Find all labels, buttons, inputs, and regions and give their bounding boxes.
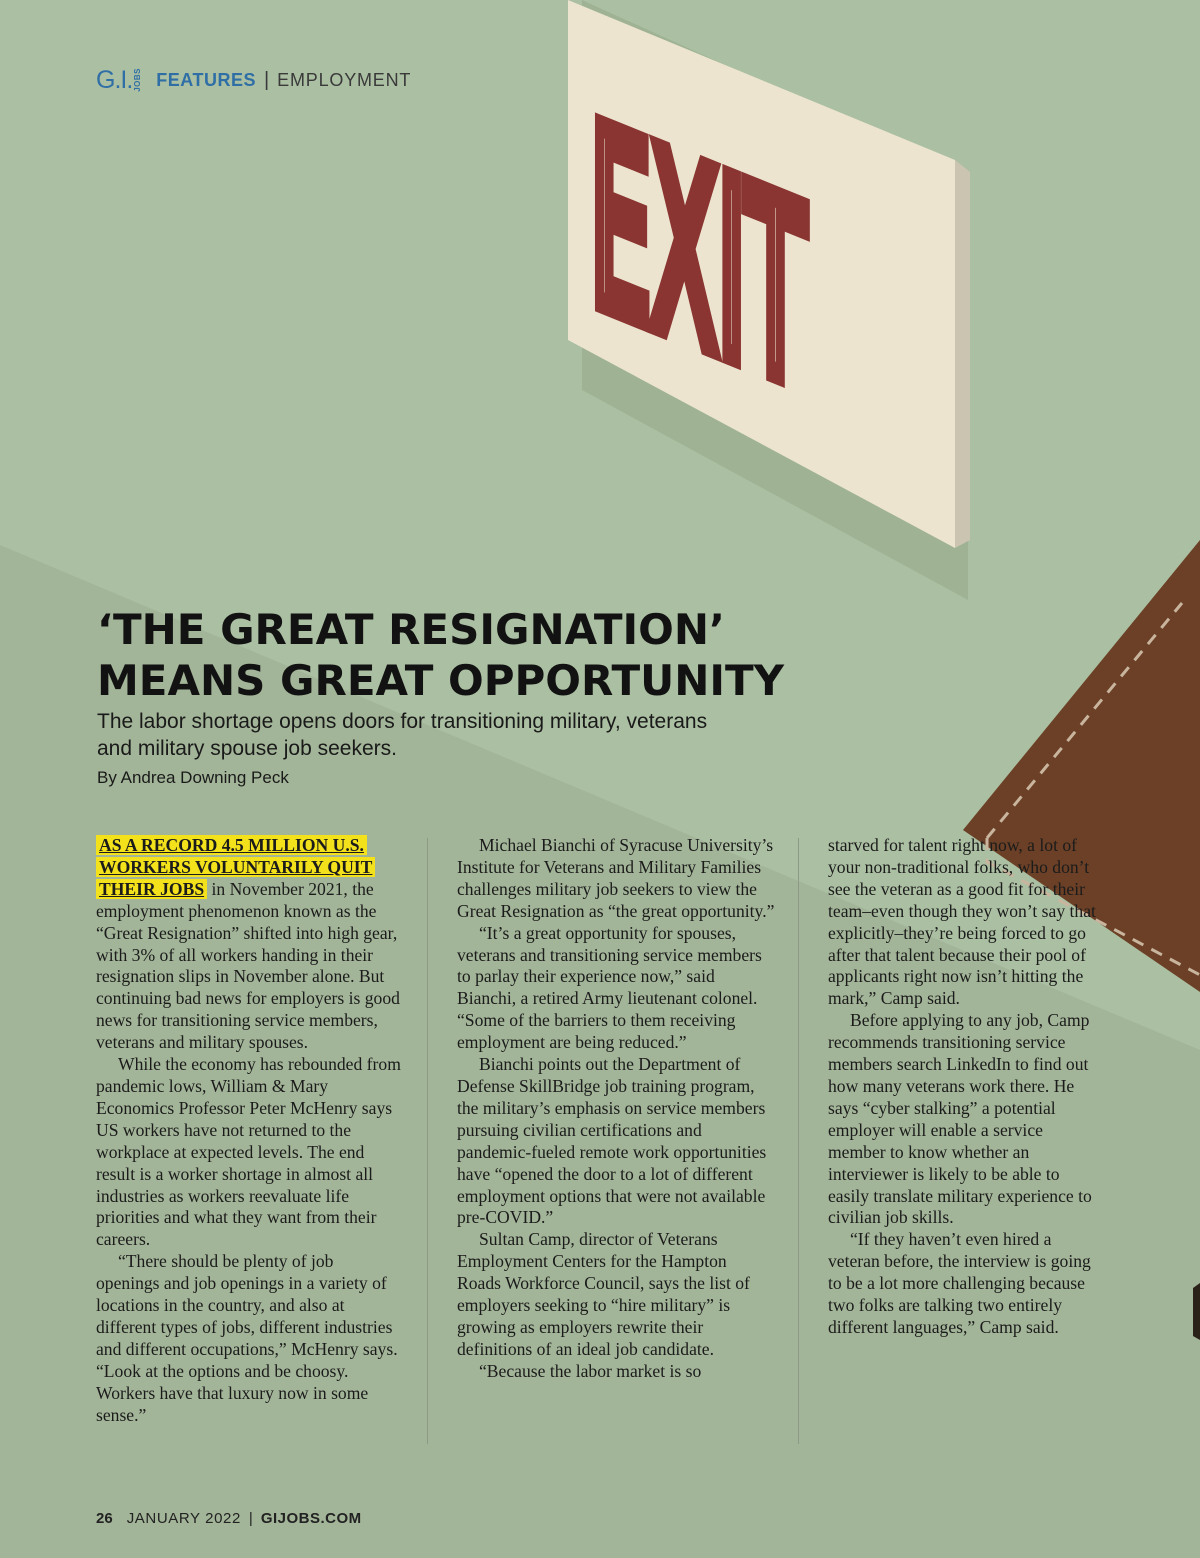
paragraph: starved for talent right now, a lot of your non-traditional folks, who don’t see the veteran as a good fit for their team–even though they won’t say that explicitly–they’re being forced to go after that talent because their pool of applicants right now isn’t hitting the mark,” Camp said. [828,835,1096,1009]
exit-sign-text: EXIT [590,73,806,443]
logo-sub-text: JOBS [133,68,143,92]
gi-jobs-logo [96,66,142,95]
lead-in-highlight: AS A RECORD 4.5 MILLION U.S. WORKERS VOLUNTARILY QUIT THEIR JOBS [96,835,375,899]
headline-line-1: ‘THE GREAT RESIGNATION’ [97,605,725,654]
byline: By Andrea Downing Peck [97,768,289,787]
issue-date: JANUARY 2022 [126,1510,241,1527]
article-deck: The labor shortage opens doors for transitioning military, veterans and military spouse job seekers. [97,710,708,760]
paragraph-text: in November 2021, the employment phenomenon known as the “Great Resignation” shifted into high gear, with 3% of all workers handing in their resignation slips in November alone. But continuing bad news for employers is good news for transitioning service members, veterans and military spouses. [96,878,400,1053]
header-separator: | [263,68,270,91]
subsection-label: EMPLOYMENT [277,69,412,90]
logo-main-text: G.I. [96,65,133,94]
paragraph: “Because the labor market is so [479,1360,702,1381]
column-divider [427,838,428,1444]
paragraph: While the economy has rebounded from pandemic lows, William & Mary Economics Professor Peter McHenry says US workers have not returned to the workplace at expected levels. The end result is a worker shortage in almost all industries as workers reevaluate life priorities and what they want from their careers. [96,1054,401,1250]
site-link[interactable]: GIJOBS.COM [260,1510,362,1527]
page-footer [96,1510,362,1527]
footer-separator: | [248,1510,253,1527]
article-column-2 [457,835,775,1383]
paragraph: Michael Bianchi of Syracuse University’s Institute for Veterans and Military Families challenges military job seekers to view the Great Resignation as “the great opportunity.” [457,835,775,921]
paragraph: Sultan Camp, director of Veterans Employment Centers for the Hampton Roads Workforce Council, says the list of employers seeking to “hire military” is growing as employers rewrite their definitions of an ideal job candidate. [457,1229,750,1359]
page-number: 26 [96,1510,113,1527]
article-column-1 [96,835,401,1426]
section-header [96,64,411,96]
article-headline [97,604,997,706]
article-column-3 [828,835,1100,1339]
headline-line-2: MEANS GREAT OPPORTUNITY [97,656,785,705]
column-divider [798,838,799,1444]
paragraph: “If they haven’t even hired a veteran before, the interview is going to be a lot more challenging because two folks are talking two entirely different languages,” Camp said. [828,1229,1091,1337]
paragraph: “There should be plenty of job openings and job openings in a variety of locations in the country, and also at different types of jobs, different industries and different occupations,” McHenry says. “Look at the options and be choosy. Workers have that luxury now in some sense.” [96,1251,398,1425]
section-label: FEATURES [156,69,256,90]
paragraph [96,835,401,1054]
paragraph: Bianchi points out the Department of Defense SkillBridge job training program, the military’s emphasis on service members pursuing civilian certifications and pandemic-fueled remote work opportunities have “opened the door to a lot of different employment options that were not available pre-COVID.” [457,1054,767,1228]
paragraph: “It’s a great opportunity for spouses, veterans and transitioning service members to parlay their experience now,” said Bianchi, a retired Army lieutenant colonel. “Some of the barriers to them receiving employment are being reduced.” [457,922,762,1053]
paragraph: Before applying to any job, Camp recommends transitioning service members search LinkedIn to find out how many veterans work there. He says “cyber stalking” a potential employer will enable a service member to know whether an interviewer is likely to be able to easily translate military experience to civilian job skills. [828,1010,1092,1228]
